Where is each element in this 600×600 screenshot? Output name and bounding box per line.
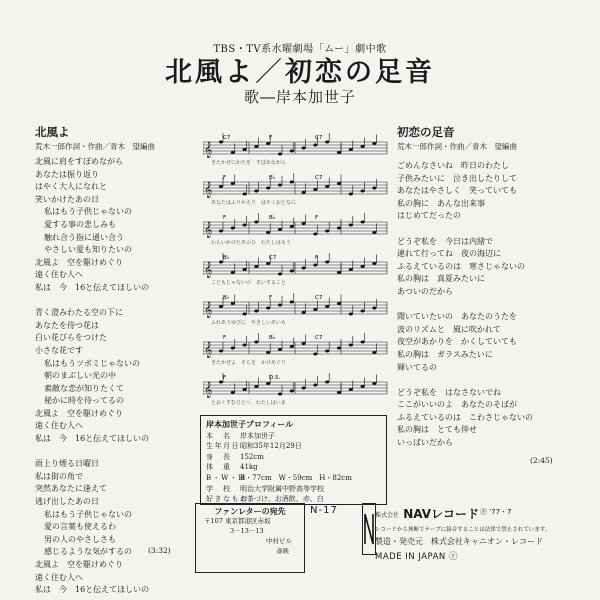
note-head: [313, 353, 317, 356]
note-head: [313, 308, 317, 311]
note-head: [361, 221, 365, 224]
profile-value: 岸本加世子: [240, 431, 275, 440]
chord-symbol: F: [223, 335, 227, 341]
note-head: [219, 305, 223, 308]
fanletter-line-2: 3－13－13: [230, 527, 264, 535]
left-song-title: 北風よ: [35, 125, 70, 139]
right-stanza-gap: [397, 372, 577, 385]
page-title: [0, 50, 600, 89]
note-head: [337, 151, 341, 154]
right-song-title: 初恋の足音: [397, 125, 455, 139]
profile-label: 好きなもの: [206, 495, 249, 504]
left-lyric-line: 白い花びらをつけた: [35, 333, 107, 343]
left-song-duration: (3:32): [148, 546, 171, 555]
staff-system: [203, 253, 387, 286]
profile-label: B・W・H: [206, 473, 246, 482]
note-head: [325, 230, 329, 233]
left-lyric-line: やさしい愛も知りたいの: [44, 245, 132, 255]
note-head: [266, 262, 270, 265]
chord-symbol: D.S.: [269, 375, 281, 381]
note-head: [231, 271, 235, 274]
profile-value: お茶づけ、お酒飲、赤、白: [240, 495, 324, 504]
staff-system: [203, 213, 387, 246]
note-head: [278, 273, 282, 276]
note-head: [290, 345, 294, 348]
note-head: [231, 391, 235, 394]
note-head: [219, 185, 223, 188]
note-head: [302, 311, 306, 314]
score-lyric: あなたはふりかえり はやくおとなに: [211, 200, 297, 206]
fanletter-line-1: 〒107 東京都港区赤坂: [204, 517, 271, 525]
note-head: [243, 224, 247, 227]
title-a: 北風よ: [165, 57, 255, 88]
right-lyric-line: 私の胸は とても倖せ: [397, 425, 477, 435]
company-name-text: NAVレコード: [403, 507, 480, 521]
treble-clef-icon: 𝄞: [204, 142, 213, 158]
left-stanza-gap: [35, 295, 195, 308]
fanletter-box: [195, 503, 305, 573]
note-head: [349, 388, 353, 391]
left-lyric-line: 愛の言葉も使えるわ: [44, 522, 116, 532]
left-song-credit: 荒木一郎作詞・作曲／青木 望編曲: [35, 142, 155, 151]
profile-value: 41kg: [240, 463, 258, 472]
right-stanza-gap: [397, 221, 577, 234]
made-in-japan: MADE IN JAPAN ⓡ: [375, 552, 458, 562]
chord-symbol: F: [223, 175, 227, 181]
left-stanza-gap: [35, 446, 195, 459]
catalog-number: N-17: [310, 505, 338, 516]
note-head: [313, 144, 317, 147]
note-head: [349, 193, 353, 196]
left-lyric-line: 突然あなたに逢えて: [35, 484, 107, 494]
treble-clef-icon: 𝄞: [204, 302, 213, 318]
profile-label: 生年月日: [206, 442, 240, 451]
left-lyric-line: 北風よ 空を駆けめぐり: [35, 560, 123, 569]
note-head: [349, 344, 353, 347]
note-head: [243, 344, 247, 347]
note-head: [313, 188, 317, 191]
chord-symbol: F: [315, 215, 319, 221]
note-head: [266, 231, 270, 234]
chord-symbol: F: [315, 255, 319, 261]
note-head: [278, 228, 282, 231]
note-head: [361, 265, 365, 268]
nav-logo-icon: [362, 503, 376, 555]
profile-value: 昭和35年12月29日: [240, 442, 302, 451]
left-lyric-line: 感じるような気がするの: [44, 547, 132, 557]
note-head: [278, 304, 282, 307]
note-head: [278, 348, 282, 351]
score-lyric: ふれあうゆびに やさしいあいも: [211, 320, 287, 326]
right-lyric-line: あなたはやさしく 笑っていても: [397, 186, 517, 196]
note-head: [349, 148, 353, 151]
note-head: [372, 351, 376, 354]
note-head: [243, 388, 247, 391]
note-head: [337, 391, 341, 394]
profile-rows: [206, 431, 381, 505]
left-lyric-line: 秘かに時を待ってるの: [44, 396, 124, 406]
note-head: [313, 384, 317, 387]
title-b: 初恋の足音: [285, 57, 435, 88]
profile-row: [206, 431, 381, 442]
note-head: [302, 147, 306, 150]
left-lyric-line: 遠く住む人へ: [35, 572, 83, 582]
note-head: [302, 267, 306, 270]
left-lyric-line: あなたを待つ花は: [35, 320, 99, 330]
right-lyric-line: ふるえているのは 寒さじゃないの: [397, 261, 525, 271]
left-lyric-line: 遠く住む人へ: [35, 421, 83, 431]
note-head: [302, 342, 306, 345]
right-lyric-line: 波のリズムと 風に吹かれて: [397, 324, 501, 334]
note-head: [290, 225, 294, 228]
note-head: [290, 390, 294, 393]
note-head: [337, 271, 341, 274]
chord-symbol: B♭: [223, 255, 230, 261]
right-lyric-line: どうぞ私を 今日は内緒で: [397, 236, 493, 246]
header-subtitle: TBS・TV系水曜劇場「ムー」劇中歌: [213, 44, 387, 55]
chord-symbol: C7: [315, 135, 323, 141]
treble-clef-icon: 𝄞: [204, 182, 213, 198]
company-prefix: 株式会社: [375, 512, 400, 519]
right-lyric-line: どうぞ私を はなさないでね: [397, 387, 501, 397]
score-lyric: とおくすむひとへ わたしはいま: [211, 400, 286, 406]
profile-row: [206, 452, 381, 463]
note-head: [231, 227, 235, 230]
right-song-duration: (2:45): [530, 456, 553, 465]
chord-symbol: C7: [315, 175, 323, 181]
copyright-warning: レコードから無断でテープに録音することは法律で禁止されています。: [375, 527, 551, 533]
staff-system: [203, 133, 387, 166]
treble-clef-icon: 𝄞: [204, 342, 213, 358]
profile-label: 学 校: [206, 484, 232, 493]
left-lyric-line: 遠く住む人へ: [35, 270, 83, 280]
profile-row: [206, 441, 381, 452]
right-lyric-line: はじめてだったの: [397, 211, 461, 221]
note-head: [337, 227, 341, 230]
note-head: [266, 142, 270, 145]
staff-system: [203, 173, 387, 206]
note-head: [254, 145, 258, 148]
note-head: [361, 341, 365, 344]
left-lyric-line: 男の人のやさしさも: [44, 534, 116, 544]
right-lyric-line: 連れて行ってね 夜の海辺に: [397, 249, 501, 259]
right-lyric-line: ふるえているのは こわさじゃないの: [397, 412, 533, 422]
chord-symbol: F: [269, 135, 273, 141]
left-lyric-line: 北風よ 空を駆けめぐり: [35, 257, 123, 267]
left-lyric-line: 北風よ 空を駆けめぐり: [35, 408, 123, 418]
note-head: [219, 350, 223, 353]
profile-value: B・77cm W・59cm H・82cm: [240, 473, 352, 482]
left-lyric-line: 北風に肩をすぼめながら: [35, 157, 123, 166]
staff-system: [203, 333, 387, 366]
treble-clef-icon: 𝄞: [204, 382, 213, 398]
title-slash: ／: [255, 57, 285, 88]
label-area: [310, 503, 565, 578]
profile-label: 本 名: [206, 431, 232, 440]
note-head: [325, 305, 329, 308]
profile-row: [206, 473, 381, 484]
note-head: [231, 182, 235, 185]
staff-system: [203, 293, 387, 326]
note-head: [361, 145, 365, 148]
left-lyric-line: 私は街の角で: [35, 471, 83, 481]
score-lyric: きたかぜにかたを すぼめながら: [211, 160, 287, 166]
manufacturer: 製造・発売元 株式会社キャニオン・レコード: [375, 537, 543, 546]
note-head: [243, 268, 247, 271]
note-head: [290, 181, 294, 184]
right-stanza-gap: [397, 297, 577, 310]
note-head: [302, 222, 306, 225]
left-lyric-line: 笑いかけたあの日: [35, 194, 99, 204]
note-head: [243, 148, 247, 151]
right-song-credit: 荒木一郎作詞・作曲／青木 望編曲: [397, 142, 517, 151]
note-head: [254, 221, 258, 224]
note-head: [349, 224, 353, 227]
note-head: [372, 262, 376, 265]
chord-symbol: C7: [315, 295, 323, 301]
note-head: [278, 393, 282, 396]
note-head: [290, 301, 294, 304]
chord-symbol: B♭: [223, 295, 230, 301]
right-lyric-line: 私の胸に あんな出来事: [397, 198, 485, 208]
score-lyric: こどもじゃないの あいすること: [211, 280, 287, 286]
profile-row: [206, 462, 381, 473]
right-song-lyrics: [397, 158, 577, 448]
note-head: [372, 231, 376, 234]
note-head: [372, 382, 376, 385]
left-song-lyrics: [35, 156, 195, 597]
chord-symbol: F: [269, 295, 273, 301]
left-lyric-line: 私は 今 16と伝えてほしいの: [35, 585, 150, 595]
note-head: [243, 313, 247, 316]
score-lyric: わらいかけたあのひ わたしはもう: [211, 240, 292, 246]
sheet-music: [203, 128, 389, 411]
fanletter-line-3: 中村ビル: [266, 537, 292, 545]
right-lyric-line: いっぱいだから: [397, 438, 453, 448]
note-head: [337, 302, 341, 305]
right-lyric-line: 子供みたいに 泣き出したりして: [397, 173, 517, 183]
profile-label: 体 重: [206, 463, 232, 472]
right-lyric-line: ごめんなさいね 昨日のわたし: [397, 161, 509, 170]
note-head: [302, 191, 306, 194]
note-head: [231, 151, 235, 154]
note-head: [254, 265, 258, 268]
left-lyric-line: はやく大人になれと: [35, 182, 107, 192]
left-lyric-line: あなたは振り返り: [35, 169, 99, 179]
left-lyric-line: 青く澄みわたる空の下に: [35, 308, 123, 318]
note-head: [266, 351, 270, 354]
note-head: [361, 385, 365, 388]
left-lyric-line: 私は 今 16と伝えてほしいの: [35, 282, 150, 292]
left-lyric-line: 私はもうツボミじゃないの: [44, 358, 140, 368]
right-lyric-line: 夜空があかりを かくしていても: [397, 337, 517, 347]
chord-symbol: C7: [223, 135, 231, 141]
left-lyric-line: 逃げ出したあの日: [35, 497, 99, 507]
chord-symbol: C7: [269, 255, 277, 261]
treble-clef-icon: 𝄞: [204, 262, 213, 278]
note-head: [372, 142, 376, 145]
left-lyric-line: 朝のまぶしい光の中: [44, 371, 116, 381]
left-lyric-line: 雨上り煙る日曜日: [35, 459, 99, 469]
left-lyric-line: 触れ合う指に通い合う: [44, 232, 124, 242]
left-lyric-line: 私はもう子供じゃないの: [44, 509, 132, 519]
right-lyric-line: 私の胸は ガラスみたいに: [397, 349, 493, 359]
note-head: [231, 302, 235, 305]
chord-symbol: B♭: [269, 215, 276, 221]
note-head: [278, 184, 282, 187]
note-head: [325, 261, 329, 264]
note-head: [313, 264, 317, 267]
left-lyric-line: 愛する事の悲しみも: [44, 219, 116, 229]
note-head: [349, 313, 353, 316]
right-lyric-line: ここがいいのよ あなたのそばが: [397, 400, 517, 410]
note-head: [243, 193, 247, 196]
note-head: [266, 187, 270, 190]
note-head: [266, 307, 270, 310]
chord-symbol: B♭: [269, 175, 276, 181]
note-head: [325, 141, 329, 144]
note-head: [325, 185, 329, 188]
profile-row: [206, 484, 381, 495]
left-lyric-line: 素敵な恋が知りたくて: [44, 383, 124, 393]
note-head: [361, 310, 365, 313]
chord-symbol: C7: [315, 335, 323, 341]
right-lyric-line: あついのだから: [397, 286, 453, 296]
note-head: [302, 387, 306, 390]
note-head: [337, 347, 341, 350]
note-head: [219, 230, 223, 233]
note-head: [266, 382, 270, 385]
profile-value: 明治大学附属中野高等学校: [240, 484, 324, 493]
note-head: [278, 153, 282, 156]
note-head: [254, 310, 258, 313]
note-head: [290, 150, 294, 153]
profile-value: 152cm: [240, 452, 264, 461]
note-head: [254, 341, 258, 344]
chord-symbol: F: [223, 375, 227, 381]
note-head: [290, 270, 294, 273]
note-head: [254, 385, 258, 388]
note-head: [254, 190, 258, 193]
note-head: [372, 187, 376, 190]
note-head: [313, 233, 317, 236]
chord-symbol: B♭: [269, 335, 276, 341]
left-lyric-line: 小さな花です: [35, 345, 83, 355]
profile-label: 身 長: [206, 452, 232, 461]
note-head: [361, 190, 365, 193]
release-date: Ⓟ '77・7: [480, 508, 512, 516]
staff-system: [203, 373, 387, 406]
singer-credit: 歌―岸本加世子: [243, 88, 356, 106]
fanletter-heading: ファンレターの宛先: [214, 506, 286, 516]
note-head: [325, 381, 329, 384]
company-name: [375, 505, 479, 522]
profile-heading: 岸本加世子プロフィール: [206, 419, 294, 429]
right-lyric-line: 輝いてるの: [397, 362, 437, 372]
note-head: [349, 268, 353, 271]
left-lyric-line: 私はもう子供じゃないの: [44, 207, 132, 217]
note-head: [372, 307, 376, 310]
score-lyric: きたかぜよ そらを かけめぐり: [211, 360, 287, 366]
chord-symbol: F: [223, 215, 227, 221]
right-lyric-line: 聞いていたいの あなたのうたを: [397, 312, 517, 322]
note-head: [231, 347, 235, 350]
right-lyric-line: 私の胸は 真夏みたいに: [397, 274, 485, 284]
fanletter-line-4: 斎映: [276, 547, 289, 555]
treble-clef-icon: 𝄞: [204, 222, 213, 238]
note-head: [325, 350, 329, 353]
left-lyric-line: 私は 今 16と伝えてほしいの: [35, 434, 150, 444]
profile-box: [200, 415, 387, 505]
note-head: [337, 182, 341, 185]
